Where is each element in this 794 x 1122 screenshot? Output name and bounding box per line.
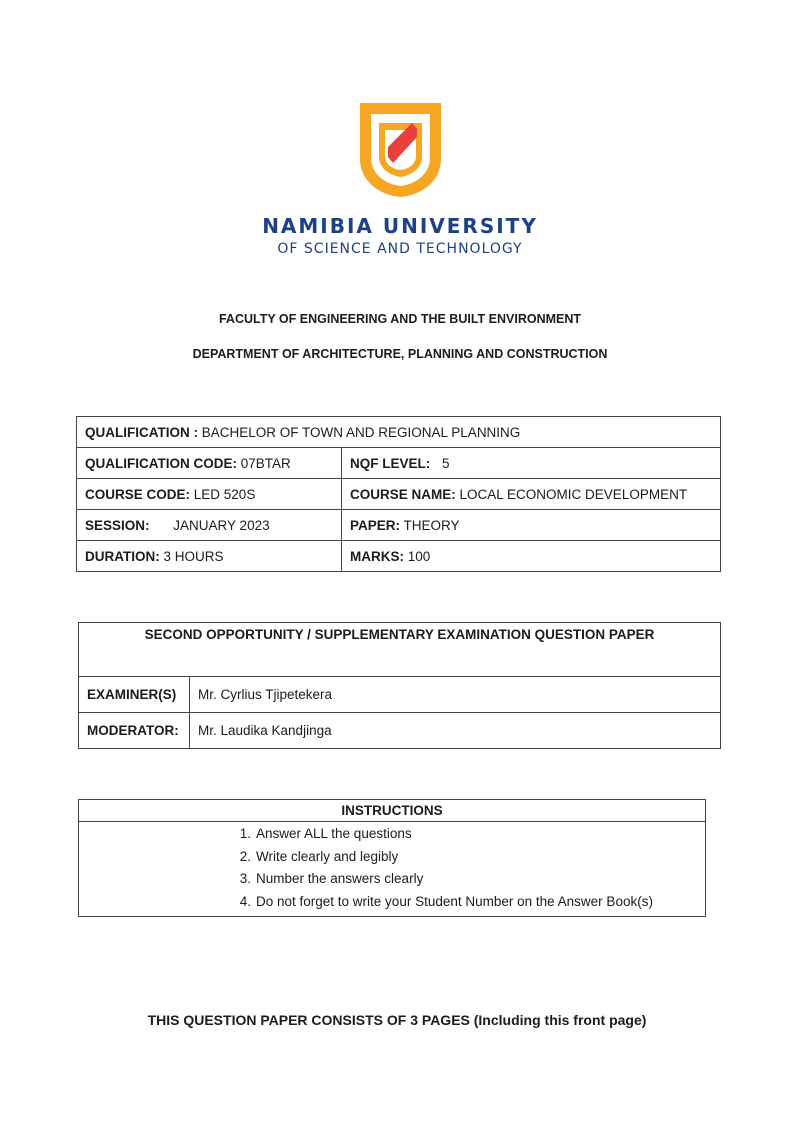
marks-value: 100: [407, 548, 431, 564]
session-value: JANUARY 2023: [173, 517, 270, 533]
instruction-item: [79, 868, 705, 891]
instruction-item: [79, 846, 705, 869]
instructions-heading: INSTRUCTIONS: [79, 800, 706, 822]
exam-title: SECOND OPPORTUNITY / SUPPLEMENTARY EXAMINATION QUESTION PAPER: [79, 623, 721, 677]
instruction-text: Number the answers clearly: [256, 871, 424, 886]
paper-label: PAPER:: [350, 517, 401, 533]
nqf-level-value: 5: [442, 455, 450, 471]
course-name-cell: [342, 479, 721, 510]
instruction-number: 3.: [239, 871, 251, 886]
course-code-value: LED 520S: [193, 486, 256, 502]
nqf-level-label: NQF LEVEL:: [350, 455, 431, 471]
instructions-table: [78, 799, 706, 917]
instruction-text: Do not forget to write your Student Number on the Answer Book(s): [256, 893, 653, 909]
instruction-text: Write clearly and legibly: [256, 848, 399, 864]
qualification-code-cell: [77, 448, 342, 479]
page-count-note: THIS QUESTION PAPER CONSISTS OF 3 PAGES (Including this front page): [147, 1012, 647, 1028]
university-subtitle: OF SCIENCE AND TECHNOLOGY: [277, 241, 523, 257]
course-code-cell: [77, 479, 342, 510]
course-details-table: [76, 416, 721, 572]
moderator-label: MODERATOR:: [79, 713, 190, 749]
qualification-code-value: 07BTAR: [240, 455, 291, 471]
university-logo: [356, 101, 445, 199]
instruction-text: Answer ALL the questions: [256, 826, 412, 841]
university-name: NAMIBIA UNIVERSITY: [262, 214, 538, 238]
course-code-label: COURSE CODE:: [85, 486, 191, 502]
faculty-heading: FACULTY OF ENGINEERING AND THE BUILT ENVIRONMENT: [218, 312, 582, 326]
marks-cell: [342, 541, 721, 572]
course-name-value: LOCAL ECONOMIC DEVELOPMENT: [459, 486, 688, 502]
qualification-cell: [77, 417, 721, 448]
instruction-number: 2.: [239, 848, 251, 864]
instructions-list: [79, 822, 706, 917]
duration-cell: [77, 541, 342, 572]
examiners-table: [78, 622, 721, 749]
duration-label: DURATION:: [85, 548, 160, 564]
examiner-label: EXAMINER(S): [79, 677, 190, 713]
session-cell: [77, 510, 342, 541]
session-label: SESSION:: [85, 517, 150, 533]
qualification-code-label: QUALIFICATION CODE:: [85, 455, 237, 471]
instruction-number: 4.: [239, 893, 251, 909]
qualification-label: QUALIFICATION :: [85, 424, 198, 440]
nqf-level-cell: [342, 448, 721, 479]
duration-value: 3 HOURS: [163, 548, 224, 564]
paper-cell: [342, 510, 721, 541]
course-name-label: COURSE NAME:: [350, 486, 456, 502]
marks-label: MARKS:: [350, 548, 404, 564]
department-heading: DEPARTMENT OF ARCHITECTURE, PLANNING AND CONSTRUCTION: [192, 347, 608, 361]
examiner-value: Mr. Cyrlius Tjipetekera: [190, 677, 721, 713]
paper-value: THEORY: [403, 517, 460, 533]
instruction-item: [79, 891, 705, 914]
instruction-item: [79, 823, 705, 846]
qualification-value: BACHELOR OF TOWN AND REGIONAL PLANNING: [201, 424, 521, 440]
instruction-number: 1.: [239, 826, 251, 841]
moderator-value: Mr. Laudika Kandjinga: [190, 713, 721, 749]
